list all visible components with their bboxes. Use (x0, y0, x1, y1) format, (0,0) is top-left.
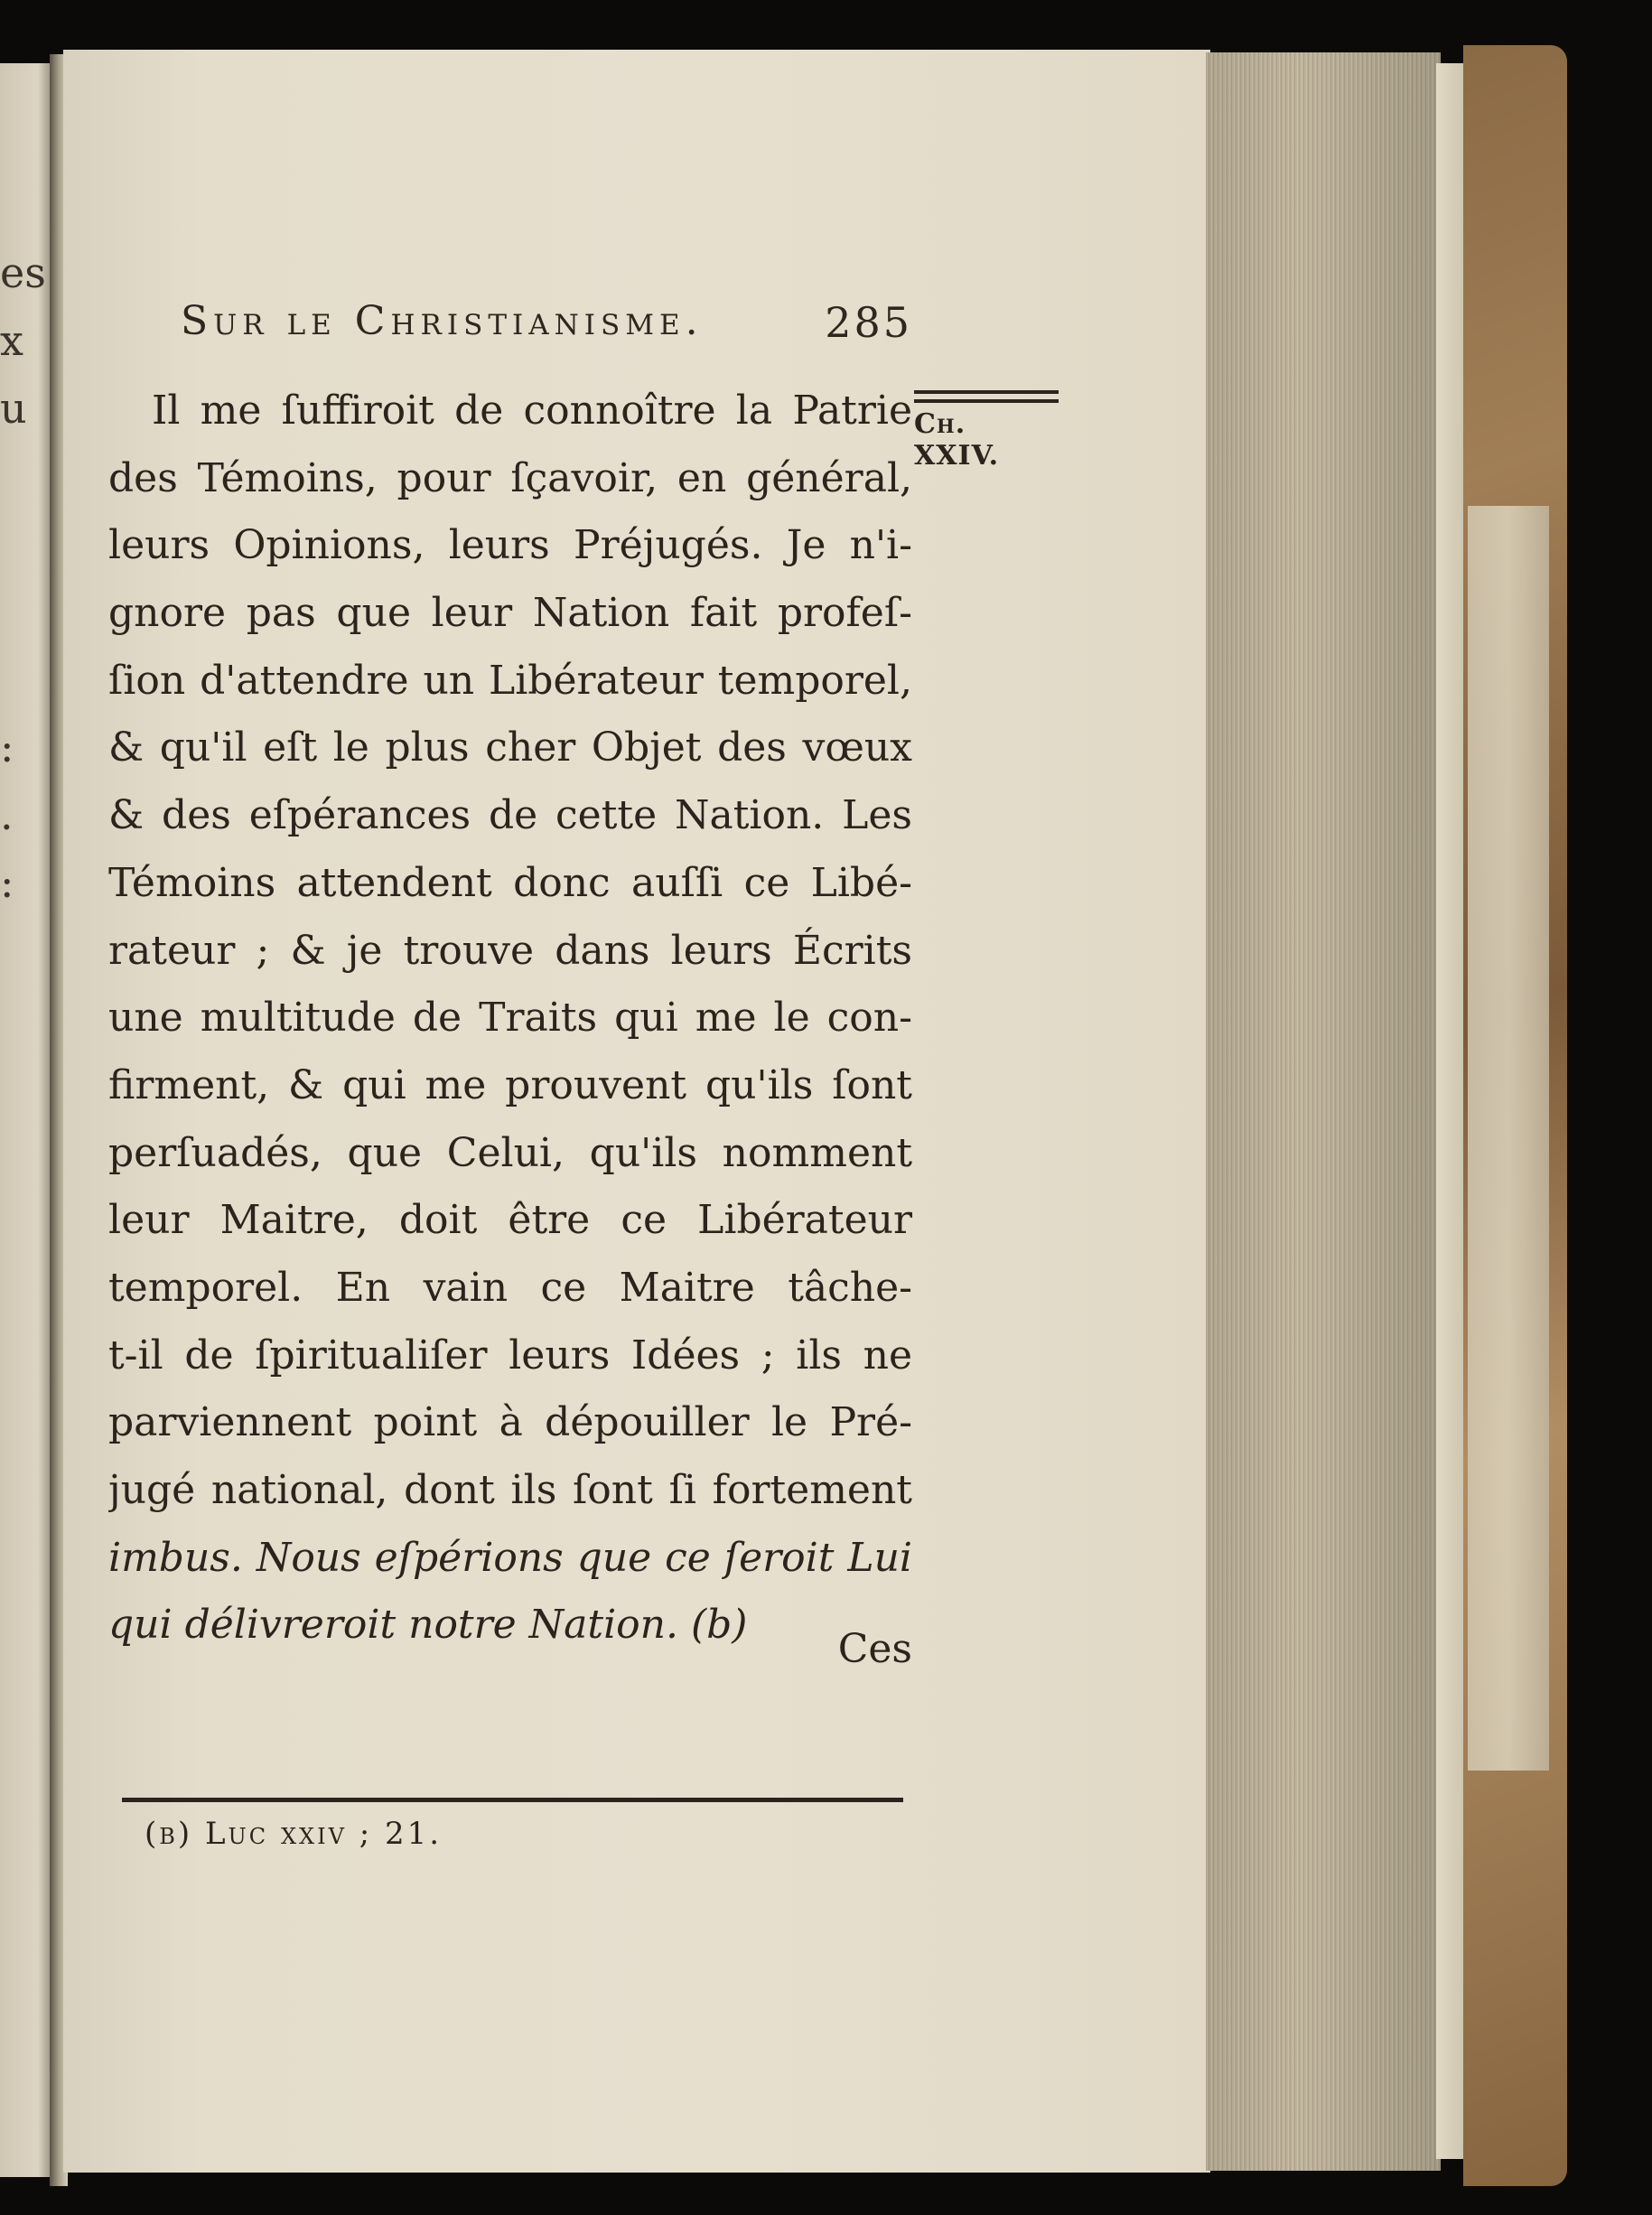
text-line: Il me ſuffiroit de connoître la Patrie (152, 388, 912, 434)
text-line: t-il de ſpiritualiſer leurs Idées ; ils ne (108, 1332, 912, 1379)
text-line: gnore pas que leur Nation fait profeſ- (108, 590, 912, 637)
left-page-fragment: u (0, 384, 27, 433)
page-edges-shade (1206, 52, 1441, 2171)
binding-paper-panel (1468, 506, 1549, 1771)
text-line: jugé national, dont ils ſont ſi fortement (108, 1467, 912, 1513)
text-line: imbus. Nous eſpérions que ce ſeroit Lui (108, 1534, 912, 1581)
page-number: 285 (825, 298, 912, 347)
catchword: Ces (837, 1626, 912, 1672)
running-title: Sur le Christianisme. (181, 298, 704, 344)
text-line: Témoins attendent donc auſſi ce Libé- (108, 859, 912, 906)
left-page-fragment: : (0, 723, 14, 771)
text-line: leur Maitre, doit être ce Libérateur (108, 1197, 912, 1244)
text-line: une multitude de Traits qui me le con- (108, 995, 912, 1042)
text-line: qui délivreroit notre Nation. (b) (108, 1602, 748, 1649)
marginal-chapter-note (914, 390, 1059, 472)
marginal-rule (914, 399, 1059, 403)
text-line: leurs Opinions, leurs Préjugés. Je n'i- (108, 522, 912, 569)
left-page-fragment: x (0, 316, 23, 365)
text-line: & qu'il eſt le plus cher Objet des vœux (108, 724, 912, 771)
left-page-fragment: es (0, 248, 46, 297)
marginal-chapter-label: Ch. XXIV. (914, 408, 1000, 472)
text-line: & des eſpérances de cette Nation. Les (108, 792, 912, 839)
text-line: ſion d'attendre un Libérateur temporel, (108, 657, 912, 704)
text-line: perſuadés, que Celui, qu'ils nomment (108, 1129, 912, 1176)
footnote-rule (122, 1798, 903, 1802)
left-page-fragment: . (0, 790, 14, 839)
footnote: (b) Luc xxiv ; 21. (145, 1816, 443, 1852)
left-page-fragment: : (0, 858, 14, 907)
text-line: firment, & qui me prouvent qu'ils ſont (108, 1061, 912, 1108)
catchword-area (108, 0, 912, 1716)
left-facing-page (0, 63, 54, 2177)
text-line: temporel. En vain ce Maitre tâche- (108, 1264, 912, 1311)
marginal-rule (914, 390, 1059, 394)
text-line: des Témoins, pour ſçavoir, en général, (108, 454, 912, 501)
text-line: parviennent point à dépouiller le Pré- (108, 1399, 912, 1446)
text-line: rateur ; & je trouve dans leurs Écrits (108, 927, 912, 974)
